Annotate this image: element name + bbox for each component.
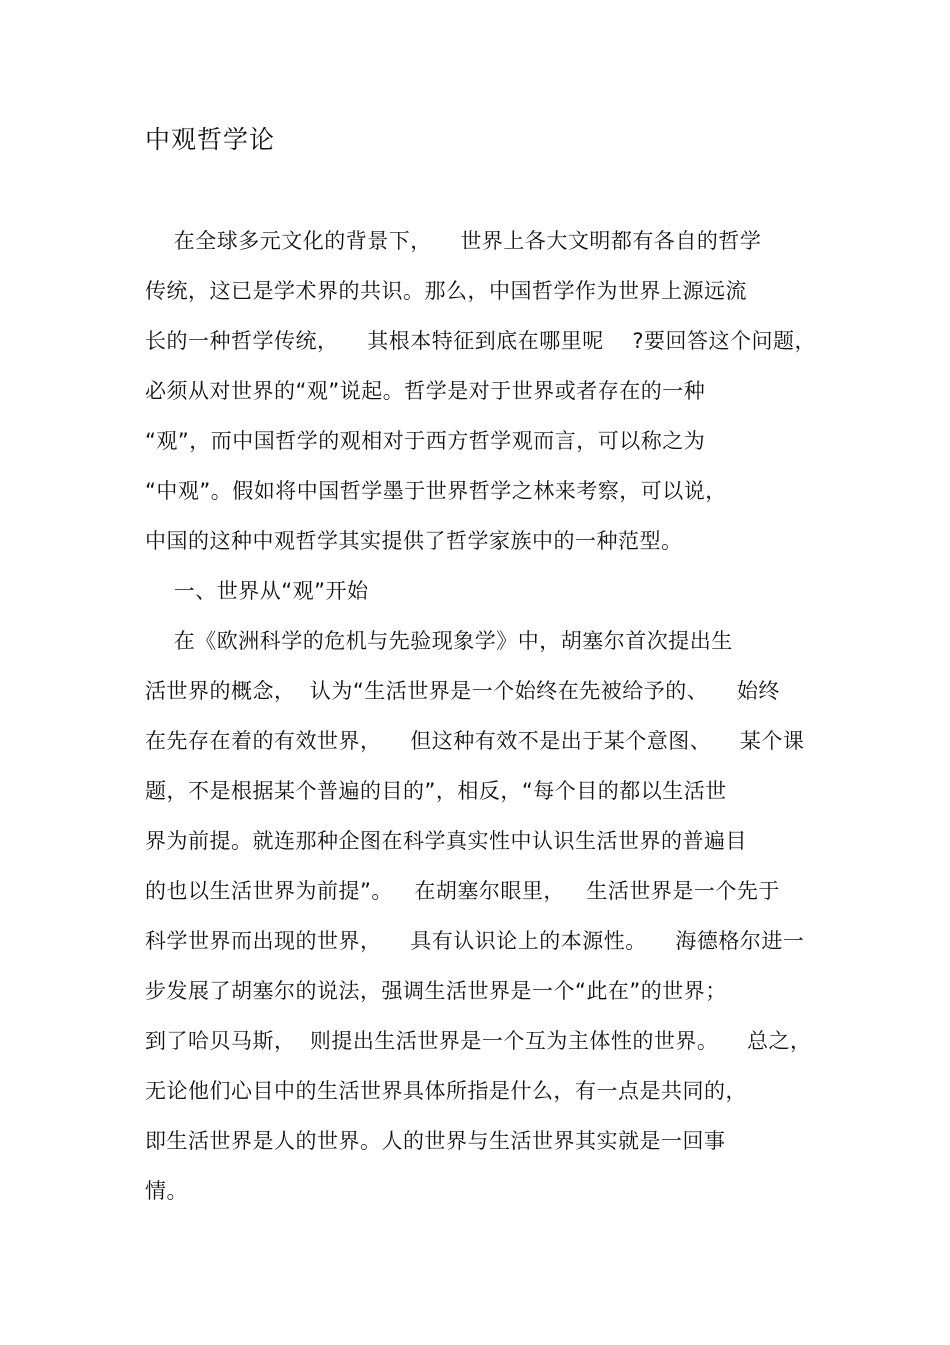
- text-line: 传统，这已是学术界的共识。那么，中国哲学作为世界上源远流: [145, 279, 747, 303]
- text-line: 步发展了胡塞尔的说法，强调生活世界是一个“此在”的世界；: [145, 979, 727, 1003]
- text-line: 界为前提。就连那种企图在科学真实性中认识生活世界的普遍目: [145, 829, 747, 853]
- text-line: 长的一种哲学传统， 其根本特征到底在哪里呢 ?要回答这个问题，: [145, 329, 817, 353]
- text-line: “中观”。假如将中国哲学墨于世界哲学之林来考察，可以说，: [145, 479, 727, 503]
- text-line: 中国的这种中观哲学其实提供了哲学家族中的一种范型。: [145, 529, 683, 553]
- text-line: 在先存在着的有效世界， 但这种有效不是出于某个意图、 某个课: [145, 729, 805, 753]
- text-line: 的也以生活世界为前提”。 在胡塞尔眼里， 生活世界是一个先于: [145, 879, 780, 903]
- text-line: 无论他们心目中的生活世界具体所指是什么，有一点是共同的，: [145, 1079, 747, 1103]
- text-line: 必须从对世界的“观”说起。哲学是对于世界或者存在的一种: [145, 379, 706, 403]
- text-line: “观”，而中国哲学的观相对于西方哲学观而言，可以称之为: [145, 429, 706, 453]
- text-line: 题，不是根据某个普遍的目的”，相反，“每个目的都以生活世: [145, 779, 727, 803]
- text-line: 到了哈贝马斯， 则提出生活世界是一个互为主体性的世界。 总之，: [145, 1029, 812, 1053]
- text-line: 活世界的概念， 认为“生活世界是一个始终在先被给予的、 始终: [145, 679, 780, 703]
- document-title: 中观哲学论: [145, 125, 276, 154]
- text-line: 情。: [145, 1179, 188, 1203]
- section-heading: 一、世界从“观”开始: [145, 579, 369, 603]
- text-line: 在《欧洲科学的危机与先验现象学》中，胡塞尔首次提出生: [145, 629, 733, 653]
- text-line: 在全球多元文化的背景下， 世界上各大文明都有各自的哲学: [145, 229, 762, 253]
- text-line: 即生活世界是人的世界。人的世界与生活世界其实就是一回事: [145, 1129, 726, 1153]
- text-line: 科学世界而出现的世界， 具有认识论上的本源性。 海德格尔进一: [145, 929, 805, 953]
